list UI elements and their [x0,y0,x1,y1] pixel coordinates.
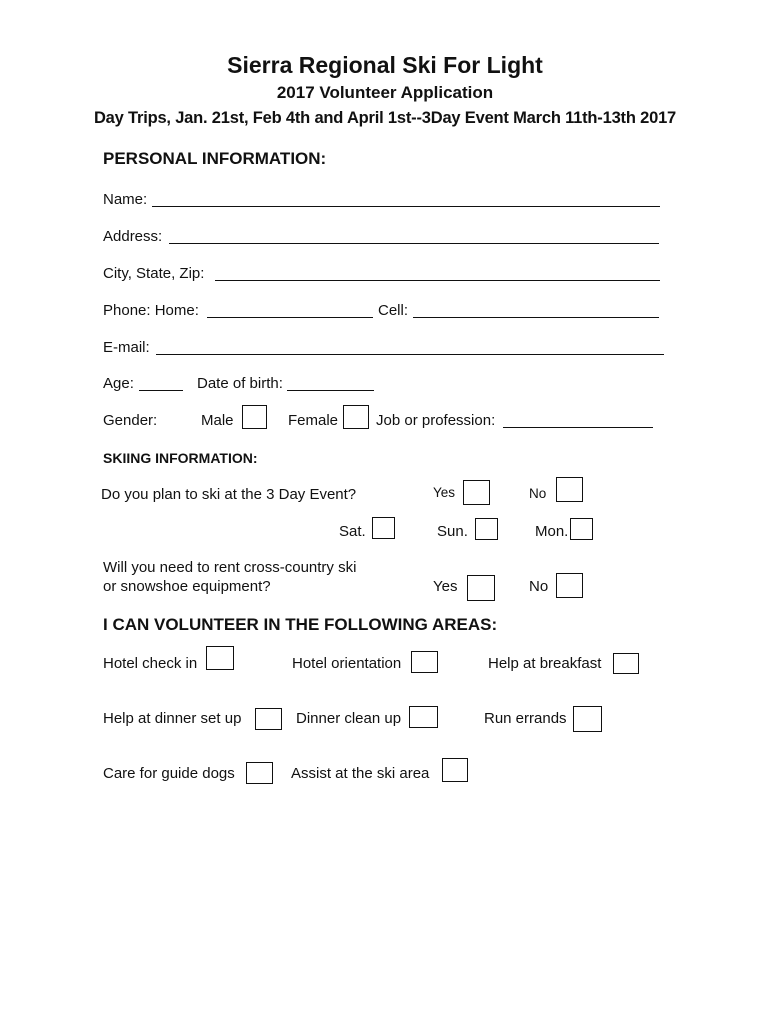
help-breakfast-checkbox[interactable] [613,653,639,674]
mon-label: Mon. [535,523,569,540]
age-label: Age: [103,375,134,392]
skiing-info-heading: SKIING INFORMATION: [103,450,258,466]
hotel-checkin-label: Hotel check in [103,655,198,672]
dinner-cleanup-checkbox[interactable] [409,706,438,728]
help-dinner-label: Help at dinner set up [103,710,242,727]
name-field[interactable] [152,206,660,207]
rent-yes-label: Yes [433,578,458,595]
plan-no-label: No [529,486,547,501]
female-checkbox[interactable] [343,405,369,429]
plan-yes-label: Yes [433,485,456,500]
form-title: Sierra Regional Ski For Light [227,52,543,78]
hotel-orientation-checkbox[interactable] [411,651,438,673]
rent-no-checkbox[interactable] [556,573,583,598]
dinner-cleanup-label: Dinner clean up [296,710,402,727]
run-errands-checkbox[interactable] [573,706,602,732]
sat-checkbox[interactable] [372,517,395,539]
sat-label: Sat. [339,523,366,540]
plan-no-checkbox[interactable] [556,477,583,502]
hotel-checkin-checkbox[interactable] [206,646,234,670]
male-label: Male [201,412,234,429]
hotel-orientation-label: Hotel orientation [292,655,402,672]
address-label: Address: [103,228,163,245]
dob-label: Date of birth: [197,375,283,392]
mon-checkbox[interactable] [570,518,593,540]
rent-yes-checkbox[interactable] [467,575,495,601]
city-state-zip-field[interactable] [215,280,660,281]
guide-dogs-label: Care for guide dogs [103,765,235,782]
form-subtitle: 2017 Volunteer Application [276,83,494,102]
job-label: Job or profession: [376,412,496,429]
email-label: E-mail: [103,339,150,356]
city-state-zip-label: City, State, Zip: [103,265,205,282]
cell-label: Cell: [378,302,409,319]
volunteer-heading: I CAN VOLUNTEER IN THE FOLLOWING AREAS: [103,615,498,634]
sun-label: Sun. [437,523,468,540]
cell-field[interactable] [413,317,659,318]
ski-area-label: Assist at the ski area [291,765,430,782]
personal-info-heading: PERSONAL INFORMATION: [103,149,327,168]
name-label: Name: [103,191,148,208]
phone-home-field[interactable] [207,317,373,318]
job-field[interactable] [503,427,653,428]
rent-question-line1: Will you need to rent cross-country ski [103,559,357,576]
run-errands-label: Run errands [484,710,567,727]
help-dinner-checkbox[interactable] [255,708,282,730]
phone-home-label: Phone: Home: [103,302,199,319]
rent-question-line2: or snowshoe equipment? [103,578,271,595]
address-field[interactable] [169,243,659,244]
age-field[interactable] [139,390,183,391]
gender-label: Gender: [103,412,158,429]
event-dates: Day Trips, Jan. 21st, Feb 4th and April 1st--3Day Event March 11th-13th 2017 [93,109,677,127]
female-label: Female [288,412,339,429]
plan-yes-checkbox[interactable] [463,480,490,505]
help-breakfast-label: Help at breakfast [488,655,602,672]
email-field[interactable] [156,354,664,355]
dob-field[interactable] [287,390,374,391]
male-checkbox[interactable] [242,405,267,429]
guide-dogs-checkbox[interactable] [246,762,273,784]
sun-checkbox[interactable] [475,518,498,540]
rent-no-label: No [529,578,549,595]
ski-area-checkbox[interactable] [442,758,468,782]
plan-ski-question: Do you plan to ski at the 3 Day Event? [101,486,357,503]
